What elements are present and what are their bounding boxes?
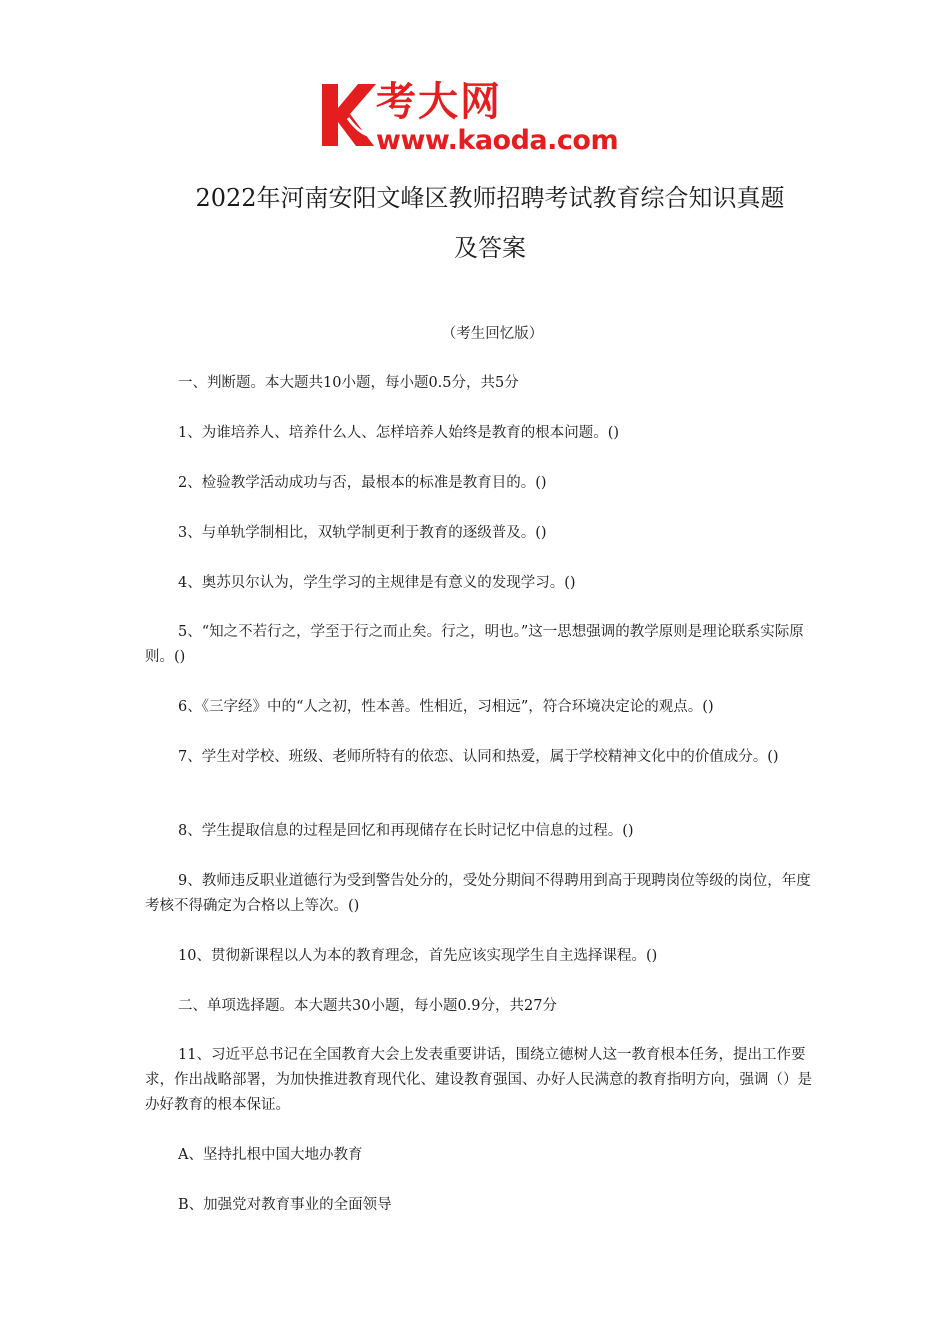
- option-b: B、加强党对教育事业的全面领导: [178, 1197, 392, 1213]
- question-5: 5、“知之不若行之，学至于行之而止矣。行之，明也。”这一思想强调的教学原则是理论联系实际原则。(): [145, 624, 804, 665]
- doc-title-line2: 及答案: [454, 234, 526, 262]
- question-1: 1、为谁培养人、培养什么人、怎样培养人始终是教育的根本问题。(): [178, 425, 620, 441]
- option-a: A、坚持扎根中国大地办教育: [178, 1147, 363, 1163]
- question-11: 11、习近平总书记在全国教育大会上发表重要讲话，围绕立德树人这一教育根本任务，提出工作要求，作出战略部署，为加快推进教育现代化、建设教育强国、办好人民满意的教育指明方向，强调（）是办好教育的根本保证。: [145, 1047, 812, 1113]
- question-10: 10、贯彻新课程以人为本的教育理念，首先应该实现学生自主选择课程。(): [178, 948, 658, 964]
- question-2: 2、检验教学活动成功与否，最根本的标准是教育目的。(): [178, 475, 547, 491]
- question-6: 6、《三字经》中的“人之初，性本善。性相近，习相远”，符合环境决定论的观点。(): [178, 699, 714, 715]
- question-7: 7、学生对学校、班级、老师所特有的依恋、认同和热爱，属于学校精神文化中的价值成分。(): [178, 749, 779, 765]
- kaoda-logo: [318, 78, 638, 158]
- k-logo-icon: [318, 78, 378, 150]
- question-9: 9、教师违反职业道德行为受到警告处分的，受处分期间不得聘用到高于现聘岗位等级的岗位，年度考核不得确定为合格以上等次。(): [145, 873, 811, 914]
- logo-cn-text: 考大网: [376, 79, 502, 125]
- section-heading-2: 二、单项选择题。本大题共30小题，每小题0.9分，共27分: [178, 998, 557, 1014]
- doc-subtitle: （考生回忆版）: [441, 326, 544, 342]
- logo-url-text: www.kaoda.com: [376, 125, 619, 156]
- question-4: 4、奥苏贝尔认为，学生学习的主规律是有意义的发现学习。(): [178, 575, 576, 591]
- doc-title-line1: 2022年河南安阳文峰区教师招聘考试教育综合知识真题: [195, 184, 785, 212]
- question-3: 3、与单轨学制相比，双轨学制更利于教育的逐级普及。(): [178, 525, 547, 541]
- question-8: 8、学生提取信息的过程是回忆和再现储存在长时记忆中信息的过程。(): [178, 823, 634, 839]
- section-heading-1: 一、判断题。本大题共10小题，每小题0.5分，共5分: [178, 375, 519, 391]
